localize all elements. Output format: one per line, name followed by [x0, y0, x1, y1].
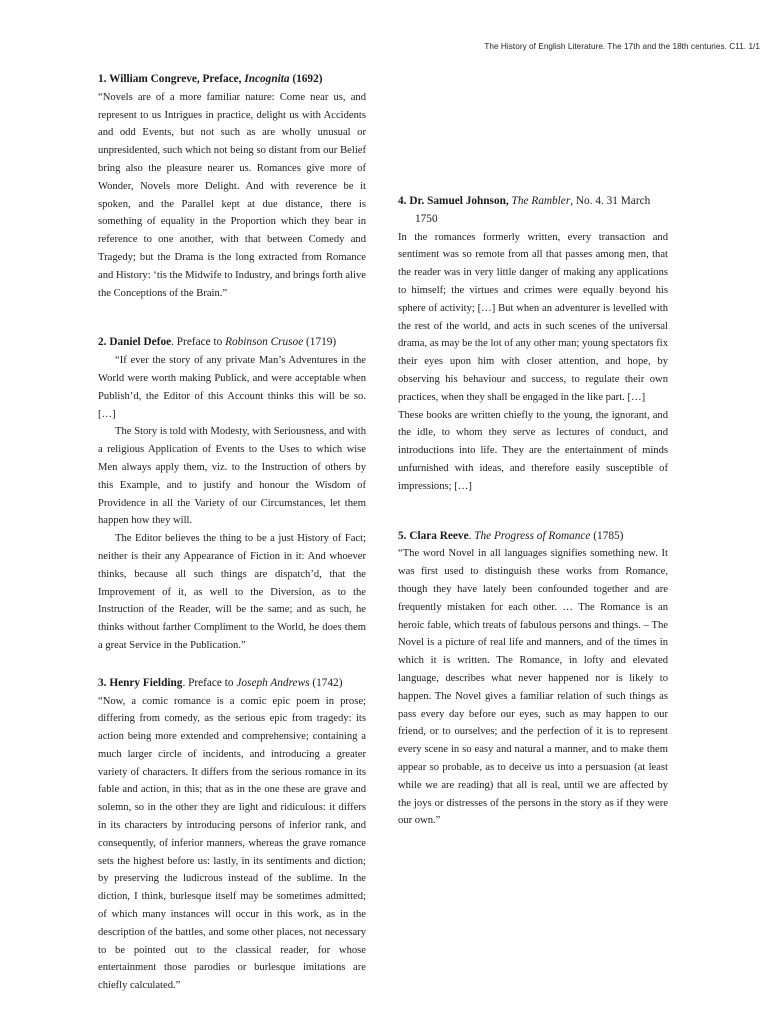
section-work-title: Joseph Andrews: [236, 676, 310, 689]
section-heading: [398, 193, 668, 229]
section-date: (1719): [303, 336, 337, 349]
left-column: [98, 71, 366, 995]
section-fielding: [98, 675, 366, 995]
section-number: 5.: [398, 529, 407, 542]
section-paragraph: “Novels are of a more familiar nature: Come near us, and represent to us Intrigues in practice, delight us with Accidents and odd Events, but not such as are wholly unusual or unpresidented, such which not being so distant from our Belief bring also the pleasure nearer us. Romances give more of Wonder, Novels more Delight. And with reverence be it spoken, and the Parallel kept at due distance, there is something of equality in the Proportion which they bear in reference to one another, with that between Comedy and Tragedy; but the Drama is the long extracted from Romance and History: ‘tis the Midwife to Industry, and brings forth alive the Conceptions of the Brain.”: [98, 91, 366, 299]
section-date: , No. 4. 31 March: [570, 195, 651, 207]
section-heading-text: . Preface to: [171, 336, 226, 349]
section-work-title: Robinson Crusoe: [225, 336, 304, 349]
section-date: (1785): [590, 529, 624, 542]
section-author: Dr. Samuel Johnson,: [409, 195, 509, 207]
section-paragraph: The Story is told with Modesty, with Seriousness, and with a religious Application of Events to the Uses to which wise Men always apply them, viz. to the Instruction of others by this Example, and to justify and honour the Wisdom of Providence in all the Variety of our Circumstances, let them happen how they will.: [98, 426, 366, 527]
section-work-title: The Progress of Romance: [474, 529, 591, 542]
section-paragraph: “If ever the story of any private Man’s Adventures in the World were worth making Publick, and were acceptable when Publish’d, the Editor of this Account thinks this will be so. […]: [98, 355, 366, 420]
section-johnson: [398, 193, 668, 496]
section-paragraph: In the romances formerly written, every transaction and sentiment was so remote from all that passes among men, that the reader was in very little danger of making any applications to himself; the virtues and crimes were equally beyond his sphere of activity; […] But when an adventurer is levelled with the rest of the world, and acts in such scenes of the universal drama, as may be the lot of any other man; young spectators fix their eyes upon him with closer attention, and hope, by observing his behaviour and success, to regulate their own practices, when they shall be engaged in the like part. […]: [398, 231, 668, 403]
section-heading: [98, 334, 366, 352]
section-author: Henry Fielding: [109, 676, 183, 689]
right-column: [398, 71, 668, 830]
section-paragraph: These books are written chiefly to the young, the ignorant, and the idle, to whom they serve as lectures of conduct, and introductions into life. They are the entertainment of minds unfurnished with ideas, and therefore easily susceptible of impressions; […]: [398, 409, 668, 492]
section-paragraph: “The word Novel in all languages signifies something new. It was first used to distinguish these works from Romance, though they have lately been confounded together and are frequently mistaken for each other. … The Romance is an heroic fable, which treats of fabulous persons and things. – The Novel is a picture of real life and manners, and of the times in which it is written. The Romance, in lofty and elevated language, describes what never happened nor is likely to happen. The Novel gives a familiar relation of such things as pass every day before our eyes, such as may happen to our friend, or to ourselves; and the perfection of it is to represent every scene in so easy and natural a manner, and to make them appear so probable, as to deceive us into a persuasion (at least while we are reading) that all is real, until we are affected by the joys or distresses of the persons in the story as if they were our own.”: [398, 548, 668, 827]
section-work-title: Incognita: [244, 73, 290, 85]
section-number: 2.: [98, 336, 107, 349]
section-congreve: [98, 71, 366, 302]
section-number: 3.: [98, 676, 107, 689]
section-paragraph: The Editor believes the thing to be a just History of Fact; neither is their any Appearance of Fiction in it: And whoever thinks, because all such things are dispatch’d, that the Improvement of it, as well to the Diversion, as to the Instruction of the Reader, will be the same; and as such, he thinks without farther Compliment to the World, he does them a great Service in the Publication.”: [98, 533, 366, 651]
section-heading: [98, 675, 366, 693]
section-defoe: [98, 334, 366, 654]
section-number: 4.: [398, 195, 407, 207]
section-number: 1.: [98, 73, 107, 85]
section-author: Daniel Defoe: [109, 336, 172, 349]
section-paragraph: “Now, a comic romance is a comic epic poem in prose; differing from comedy, as the serious epic from tragedy: its action being more extended and comprehensive; containing a much larger circle of incidents, and introducing a greater variety of characters. It differs from the serious romance in its fable and action, in this; that as in the one these are grave and solemn, so in the other they are light and ridiculous: it differs in its characters by introducing persons of inferior rank, and consequently, of inferior manners, whereas the grave romance sets the highest before us: lastly, in its sentiments and diction; by preserving the ludicrous instead of the sublime. In the diction, I think, burlesque itself may be sometimes admitted; of which many instances will occur in this work, as in the description of the battles, and some other places, not necessary to be pointed out to the classical reader, for whose entertainment those parodies or burlesque imitations are chiefly calculated.”: [98, 695, 366, 992]
section-date: (1742): [309, 676, 343, 689]
section-heading-text: .: [468, 529, 475, 542]
section-heading: [398, 528, 668, 546]
section-author: Clara Reeve: [409, 529, 469, 542]
section-year: 1750: [415, 212, 438, 225]
section-author: William Congreve, Preface,: [109, 73, 242, 85]
section-work-title: The Rambler: [511, 195, 571, 207]
section-heading-text: . Preface to: [182, 676, 237, 689]
running-header: The History of English Literature. The 17th and the 18th centuries. C11. 1/1: [484, 42, 760, 51]
section-reeve: [398, 528, 668, 831]
section-date: (1692): [289, 73, 323, 85]
section-heading: [98, 71, 366, 89]
